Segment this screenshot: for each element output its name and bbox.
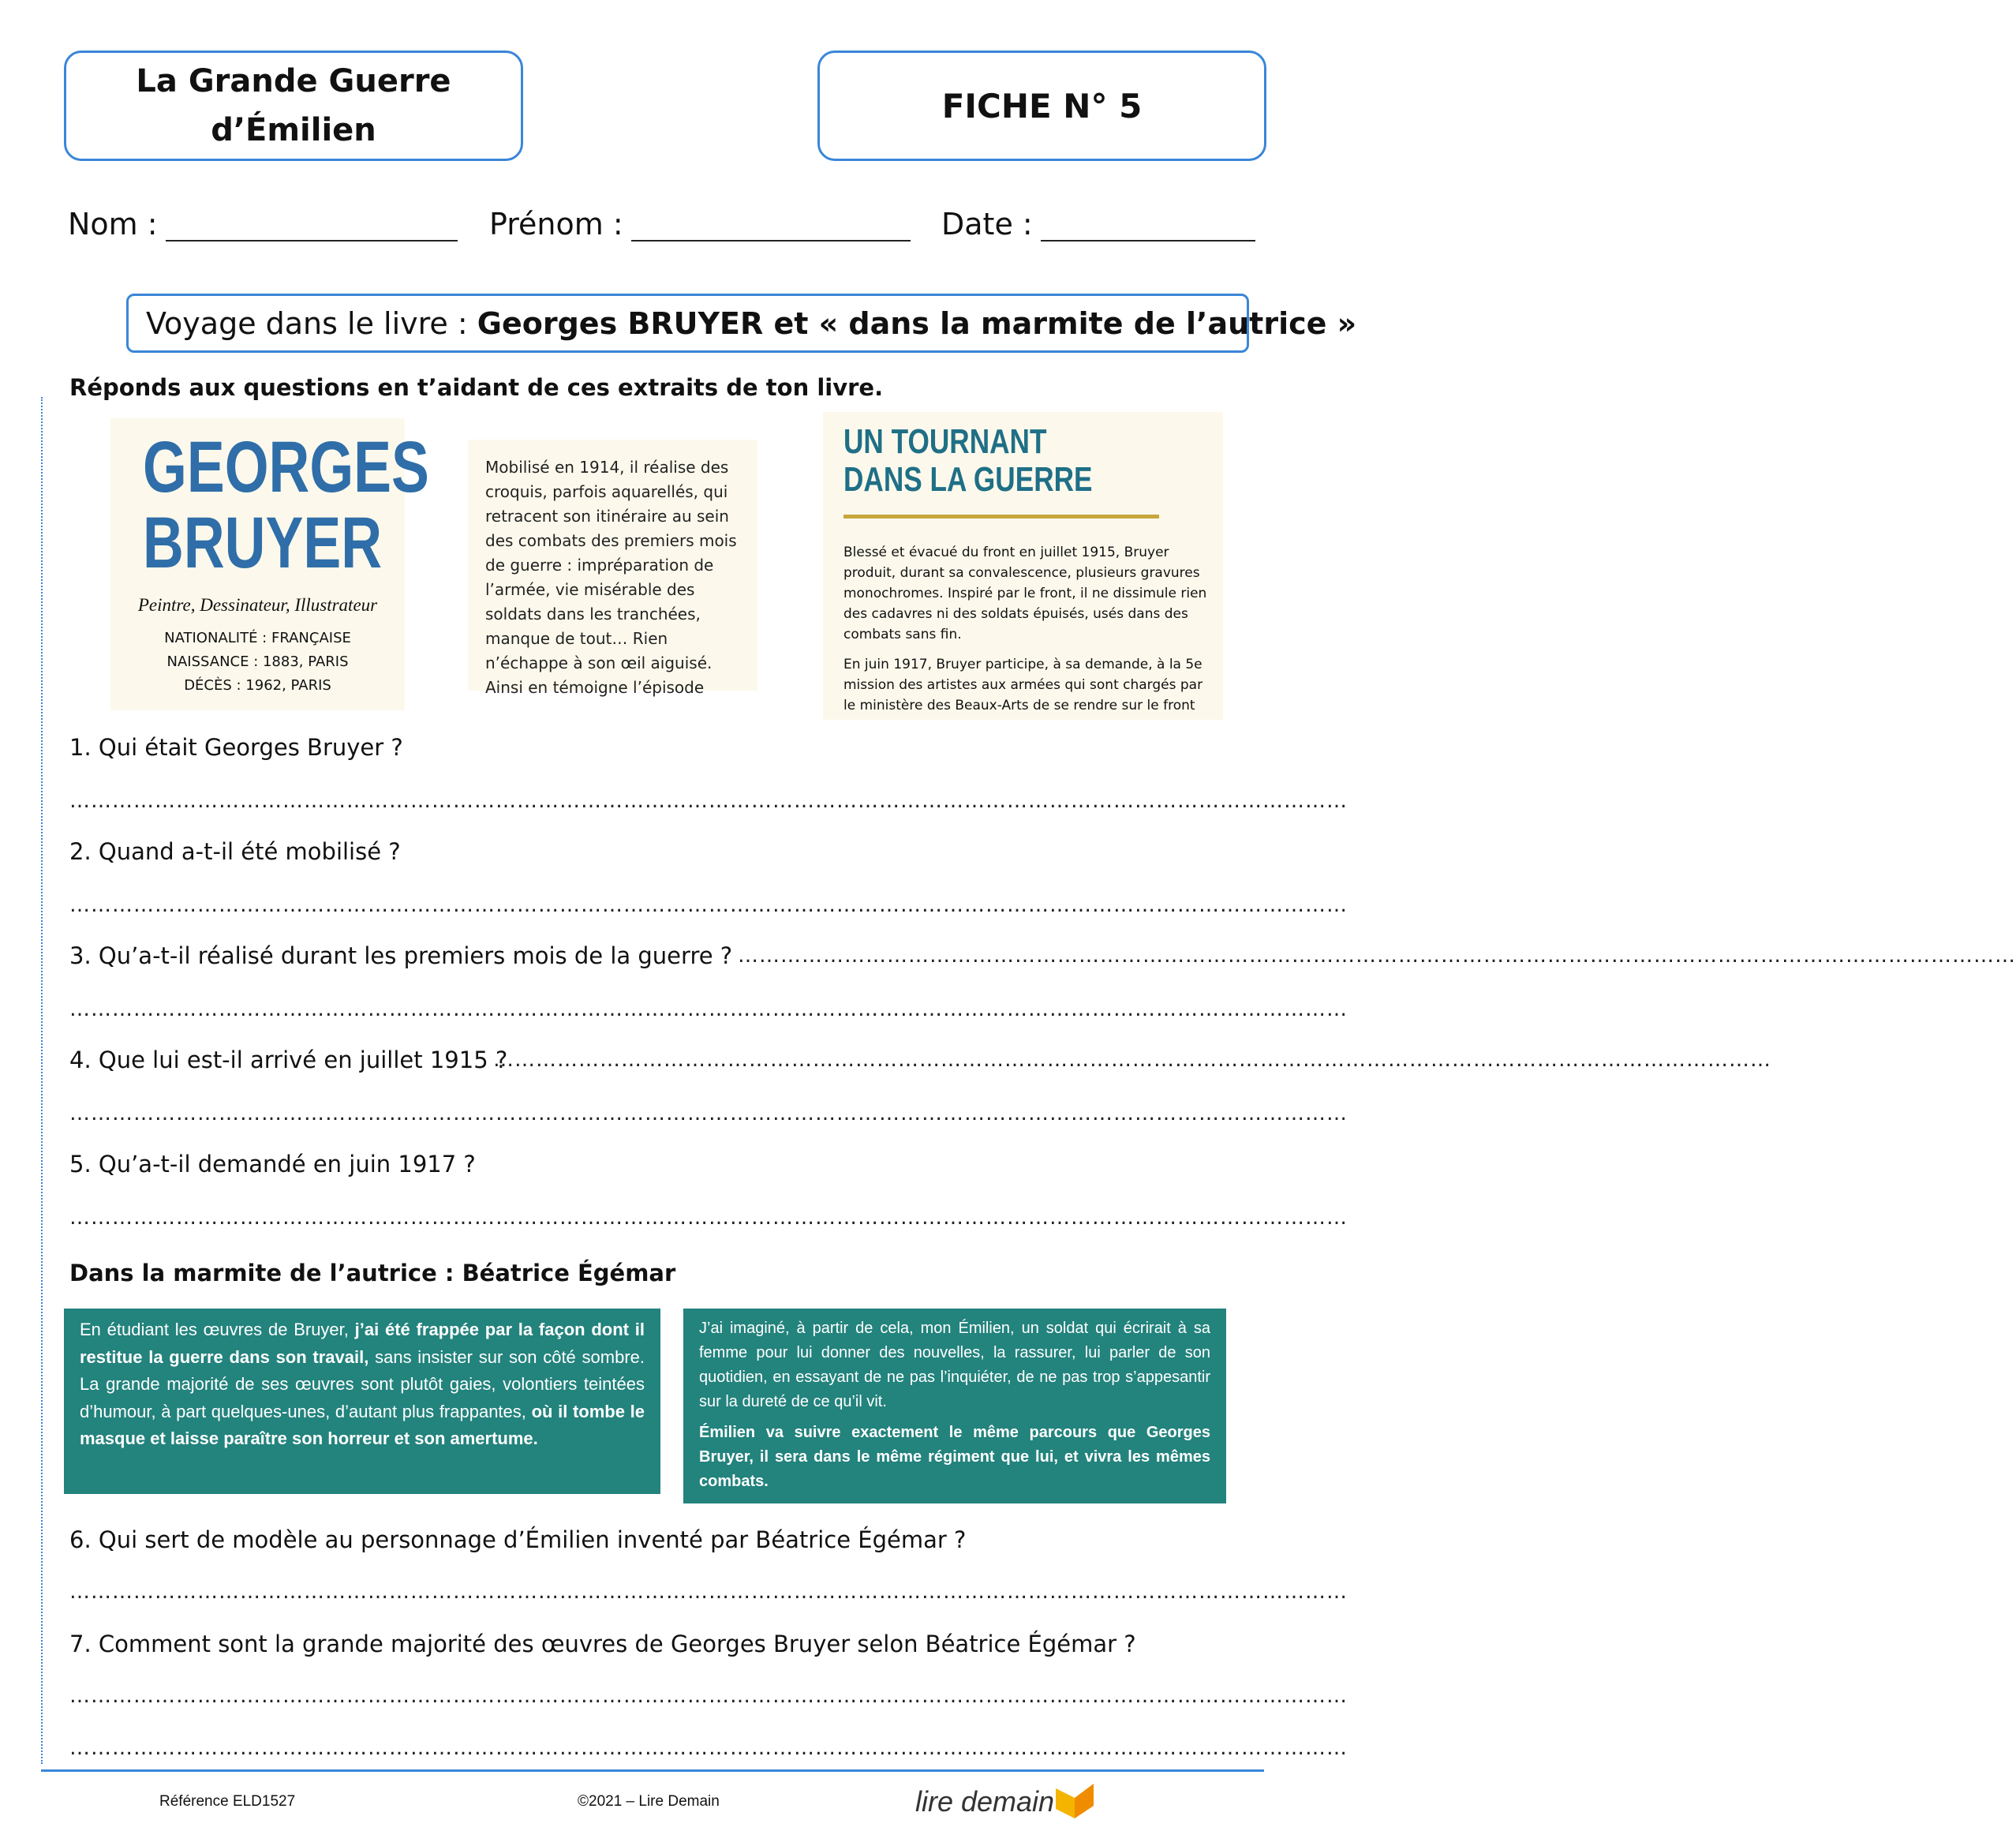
tournant-title2: DANS LA GUERRE xyxy=(843,460,1093,499)
answer-line-7a[interactable]: ……………………………………………………………………………………………………………………………………………………………… xyxy=(69,1684,1348,1708)
date-label: Date : xyxy=(941,207,1033,242)
extract-tournant xyxy=(823,412,1223,720)
quote2-p2: Émilien va suivre exactement le même parcours que Georges Bruyer, il sera dans le même régiment que lui, et vivra les mêmes combats. xyxy=(699,1424,1210,1490)
nom-label: Nom : xyxy=(68,207,158,242)
fiche-box xyxy=(817,51,1266,161)
gold-divider xyxy=(843,515,1159,519)
question-5: 5. Qu’a-t-il demandé en juin 1917 ? xyxy=(69,1151,476,1178)
left-margin-line xyxy=(41,397,43,1764)
extract-mobilise xyxy=(468,440,757,697)
question-6: 6. Qui sert de modèle au personnage d’Émilien inventé par Béatrice Égémar ? xyxy=(69,1526,967,1553)
name-georges: GEORGES xyxy=(143,427,429,507)
question-3: 3. Qu’a-t-il réalisé durant les premiers mois de la guerre ? xyxy=(69,942,733,969)
quote-box-left xyxy=(64,1309,660,1494)
extract2-text: Mobilisé en 1914, il réalise des croquis, parfois aquarellés, qui retracent son itinéraire au sein des combats des premiers mois de guerre : impréparation de l’armée, vie misérable des soldats dans les tranchées, manque de tout… Rien n’échappe à son œil aiguisé. Ainsi en témoigne l’épisode xyxy=(485,458,737,697)
prenom-field[interactable] xyxy=(489,207,911,242)
quote1-d: où il tombe le masque et laisse paraître son horreur et son amertume. xyxy=(80,1401,645,1448)
tournant-p1: Blessé et évacué du front en juillet 1915, Bruyer produit, durant sa convalescence, plusieurs gravures monochromes. Inspiré par le front, il ne dissimule rien des cadavres ni des soldats épuisés, usés dans des combats sans fin. xyxy=(843,545,1207,642)
question-7: 7. Comment sont la grande majorité des œuvres de Georges Bruyer selon Béatrice Égémar ? xyxy=(69,1631,1136,1657)
title-line1: La Grande Guerre xyxy=(136,63,451,99)
date-field[interactable] xyxy=(941,207,1255,242)
banner-prefix: Voyage dans le livre : xyxy=(146,305,468,341)
lire-demain-logo xyxy=(915,1782,1095,1818)
birth: NAISSANCE : 1883, PARIS xyxy=(166,653,349,670)
fiche-number: FICHE N° 5 xyxy=(941,86,1143,125)
role: Peintre, Dessinateur, Illustrateur xyxy=(137,595,378,615)
answer-line-1[interactable]: ……………………………………………………………………………………………………………………………………………………………… xyxy=(69,789,1348,813)
book-icon xyxy=(1054,1782,1095,1818)
question-4: 4. Que lui est-il arrivé en juillet 1915 ? xyxy=(69,1047,508,1073)
quote1-a: En étudiant les œuvres de Bruyer, xyxy=(80,1320,355,1339)
logo-text: lire demain xyxy=(915,1785,1055,1818)
quote2-p1: J’ai imaginé, à partir de cela, mon Émilien, un soldat qui écrirait à sa femme pour lui donner des nouvelles, la rassurer, lui parler de son quotidien, en essayant de ne pas l’inquiéter, de ne pas trop s’appesantir sur la dureté de ce qu’il vit. xyxy=(699,1320,1210,1410)
banner-title: Georges BRUYER et « dans la marmite de l’autrice » xyxy=(477,305,1357,341)
answer-line-3b[interactable]: ……………………………………………………………………………………………………………………………………………………………… xyxy=(69,998,1348,1021)
question-2: 2. Quand a-t-il été mobilisé ? xyxy=(69,838,401,865)
answer-line-4b[interactable]: ……………………………………………………………………………………………………………………………………………………………… xyxy=(69,1102,1348,1125)
answer-line-7b[interactable]: ……………………………………………………………………………………………………………………………………………………………… xyxy=(69,1736,1348,1760)
quote-box-right xyxy=(683,1309,1226,1503)
tournant-title1: UN TOURNANT xyxy=(843,422,1047,461)
prenom-label: Prénom : xyxy=(489,207,623,242)
death: DÉCÈS : 1962, PARIS xyxy=(184,677,331,694)
extract-bruyer-card xyxy=(110,418,429,710)
answer-line-3a[interactable]: ……………………………………………………………………………………………………………………………………………………………… xyxy=(738,944,2016,968)
quote1-b: j’ai été frappée par la façon dont il restitue la guerre dans son travail, xyxy=(80,1320,645,1367)
nationality: NATIONALITÉ : FRANÇAISE xyxy=(164,630,351,646)
answer-line-2[interactable]: ……………………………………………………………………………………………………………………………………………………………… xyxy=(69,893,1348,917)
answer-line-4a[interactable]: ……………………………………………………………………………………………………………………………………………………………… xyxy=(493,1048,1771,1072)
answer-line-5[interactable]: ……………………………………………………………………………………………………………………………………………………………… xyxy=(69,1206,1348,1230)
name-bruyer: BRUYER xyxy=(143,503,383,583)
footer-reference: Référence ELD1527 xyxy=(159,1793,296,1810)
footer-divider xyxy=(41,1769,1264,1772)
footer-copyright: ©2021 – Lire Demain xyxy=(578,1793,720,1810)
banner xyxy=(126,294,1357,353)
section-heading: Dans la marmite de l’autrice : Béatrice Égémar xyxy=(69,1260,676,1286)
instruction: Réponds aux questions en t’aidant de ces extraits de ton livre. xyxy=(69,374,884,401)
nom-field[interactable] xyxy=(68,207,458,242)
quote1-c: sans insister sur son côté sombre. La grande majorité de ses œuvres sont plutôt gaies, volontiers teintées d’humour, à part quelques-unes, d’autant plus frappantes, xyxy=(80,1346,645,1421)
title-line2: d’Émilien xyxy=(211,112,376,148)
title-box xyxy=(64,51,523,161)
question-1: 1. Qui était Georges Bruyer ? xyxy=(69,734,403,761)
tournant-p2: En juin 1917, Bruyer participe, à sa demande, à la 5e mission des artistes aux armées qui sont chargés par le ministère des Beaux-Arts de se rendre sur le front xyxy=(843,657,1203,713)
answer-line-6[interactable]: ……………………………………………………………………………………………………………………………………………………………… xyxy=(69,1580,1348,1604)
